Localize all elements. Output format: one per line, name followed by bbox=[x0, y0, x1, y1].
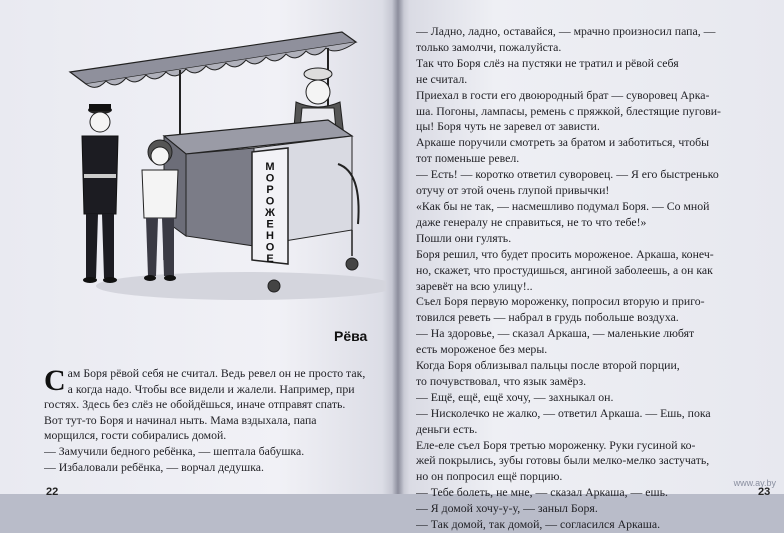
right-text-line: — Ладно, ладно, оставайся, — мрачно произносил папа, — bbox=[416, 24, 716, 38]
ice-cream-cart-illustration bbox=[56, 24, 386, 304]
right-text-line: но он попросил ещё порцию. bbox=[416, 469, 563, 484]
left-text-line: а когда надо. Чтобы все видели и жалели. Например, при bbox=[67, 381, 355, 396]
right-text-line: только замолчи, пожалуйста. bbox=[416, 39, 562, 54]
right-text-line: — Так домой, так домой, — согласился Аркаша. bbox=[416, 517, 661, 532]
right-text-line: — Нисколечко не жалко, — ответил Аркаша. — Ешь, пока bbox=[416, 405, 711, 420]
left-text-line: ам Боря рёвой себя не считал. Ведь ревел он не просто так, bbox=[67, 366, 366, 380]
right-text-line: тот поменьше ревел. bbox=[416, 151, 520, 166]
right-text-line: не считал. bbox=[416, 71, 468, 86]
sign-letter: Ж bbox=[265, 207, 275, 219]
right-text-line: — Есть! — коротко ответил суворовец. — Я его быстренько bbox=[416, 167, 719, 182]
sign-letter: Н bbox=[266, 230, 274, 242]
right-text-line: но, скажет, что простудишься, ангиной заболеешь, а он как bbox=[416, 262, 713, 277]
right-text-line: Еле-еле съел Боря третью мороженку. Руки гусиной ко- bbox=[416, 437, 696, 452]
left-text-line: Вот тут-то Боря и начинал ныть. Мама вздыхала, папа bbox=[44, 412, 317, 427]
sign-letter: О bbox=[265, 241, 275, 254]
chapter-title: Рёва bbox=[334, 328, 368, 344]
left-text-lines bbox=[44, 366, 374, 475]
right-text-line: — Ещё, ещё, ещё хочу, — захныкал он. bbox=[416, 389, 614, 404]
right-text-line: Боря решил, что будет просить мороженое. Аркаша, конеч- bbox=[416, 246, 714, 261]
right-text-line: деньги есть. bbox=[416, 421, 478, 436]
right-text-line: жей покрылись, зубы готовы были мелко-мелко застучать, bbox=[416, 453, 710, 468]
left-text-line: гостях. Здесь без слёз не обойдёшься, иначе отправят спать. bbox=[44, 397, 346, 412]
right-text-line: ша. Погоны, лампасы, ремень с пряжкой, блестящие пугови- bbox=[416, 103, 721, 118]
right-text-line: «Как бы не так, — насмешливо подумал Боря. — Со мной bbox=[416, 198, 710, 213]
ice-cream-cart bbox=[164, 120, 359, 292]
book-gutter bbox=[392, 0, 404, 494]
page-number-left: 22 bbox=[46, 486, 59, 498]
right-text-line: Когда Боря облизывал пальцы после второй порции, bbox=[416, 358, 680, 373]
page-number-right: 23 bbox=[758, 486, 771, 498]
sign-letter: Е bbox=[266, 253, 274, 265]
right-text-line: даже генералу не справиться, не то что тебе!» bbox=[416, 214, 647, 229]
ground-shadow bbox=[96, 272, 386, 300]
right-text-line: отучу от этой очень глупой привычки! bbox=[416, 183, 610, 198]
right-text-line: Приехал в гости его двоюродный брат — суворовец Арка- bbox=[416, 87, 710, 102]
left-text-line: — Избаловали ребёнка, — ворчал дедушка. bbox=[44, 459, 264, 474]
right-text-line: — Я домой хочу-у-у, — заныл Боря. bbox=[416, 501, 598, 516]
right-text-line: заревёт на всю улицу!.. bbox=[416, 278, 533, 293]
right-text-line: Пошли они гулять. bbox=[416, 230, 512, 245]
left-text-line: морщился, гости собирались домой. bbox=[44, 428, 227, 443]
right-text-line: Так что Боря слёз на пустяки не тратил и рёвой себя bbox=[416, 55, 679, 70]
right-text-line: — Тебе болеть, не мне, — сказал Аркаша, — ешь. bbox=[416, 485, 668, 500]
sign-letter: Р bbox=[266, 184, 274, 196]
right-text-line: Аркаше поручили смотреть за братом и заботиться, чтобы bbox=[416, 135, 710, 150]
sign-letter: О bbox=[265, 195, 275, 208]
right-page-text bbox=[416, 24, 782, 533]
left-page-text bbox=[44, 366, 374, 475]
left-text-line: — Замучили бедного ребёнка, — шептала бабушка. bbox=[44, 443, 305, 458]
sign-letter: М bbox=[265, 161, 275, 173]
sign-letter: Е bbox=[266, 218, 274, 231]
right-text-line: цы! Боря чуть не заревел от зависти. bbox=[416, 119, 600, 134]
right-text-line: — На здоровье, — сказал Аркаша, — маленькие любят bbox=[416, 326, 695, 341]
right-text-line: то почувствовал, что язык замёрз. bbox=[416, 373, 587, 388]
watermark: www.ay.by bbox=[733, 478, 776, 488]
right-text-line: Съел Боря первую мороженку, попросил вторую и приго- bbox=[416, 294, 705, 309]
ice-cream-sign-text bbox=[264, 161, 275, 265]
right-text-line: есть мороженое без меры. bbox=[416, 342, 548, 357]
cadet-figure bbox=[82, 104, 118, 283]
right-text-line: товился реветь — набрал в грудь побольше воздуха. bbox=[416, 310, 679, 325]
sign-letter: О bbox=[265, 172, 275, 185]
drop-cap: С bbox=[44, 364, 66, 397]
